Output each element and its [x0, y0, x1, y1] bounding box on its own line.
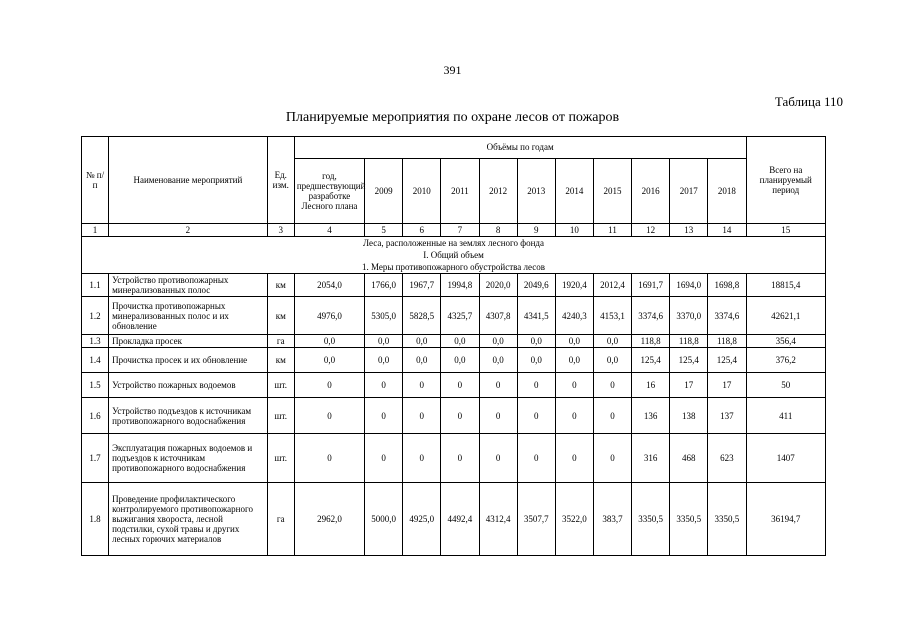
row-prev-year: 0,0: [294, 348, 364, 373]
row-year-value: 623: [708, 434, 746, 483]
row-unit: шт.: [267, 398, 294, 434]
column-number: 12: [632, 224, 670, 237]
row-total: 18815,4: [746, 274, 825, 297]
row-year-value: 1698,8: [708, 274, 746, 297]
section-line: 1. Меры противопожарного обустройства лесов: [82, 261, 826, 274]
row-year-value: 2012,4: [593, 274, 631, 297]
row-year-value: 383,7: [593, 483, 631, 556]
row-year-value: 3350,5: [708, 483, 746, 556]
row-number: 1.4: [82, 348, 109, 373]
row-year-value: 0,0: [555, 335, 593, 348]
row-year-value: 4307,8: [479, 297, 517, 335]
fire-protection-table: [81, 136, 826, 556]
row-year-value: 0: [517, 434, 555, 483]
header-total: Всего на планируемый период: [746, 137, 825, 224]
row-year-value: 118,8: [632, 335, 670, 348]
row-year-value: 3350,5: [632, 483, 670, 556]
row-name: Прочистка просек и их обновление: [109, 348, 268, 373]
row-total: 411: [746, 398, 825, 434]
row-year-value: 118,8: [670, 335, 708, 348]
row-year-value: 17: [670, 373, 708, 398]
row-year-value: 3350,5: [670, 483, 708, 556]
row-year-value: 4240,3: [555, 297, 593, 335]
row-year-value: 137: [708, 398, 746, 434]
row-year-value: 0: [479, 398, 517, 434]
row-year-value: 125,4: [670, 348, 708, 373]
row-year-value: 0,0: [403, 335, 441, 348]
row-year-value: 3374,6: [632, 297, 670, 335]
row-year-value: 0: [479, 373, 517, 398]
header-name: Наименование мероприятий: [109, 137, 268, 224]
row-year-value: 0,0: [479, 335, 517, 348]
row-name: Прокладка просек: [109, 335, 268, 348]
row-year-value: 0: [555, 434, 593, 483]
row-unit: км: [267, 297, 294, 335]
row-year-value: 4492,4: [441, 483, 479, 556]
row-year-value: 1967,7: [403, 274, 441, 297]
column-number: 3: [267, 224, 294, 237]
header-year: 2011: [441, 159, 479, 224]
row-prev-year: 4976,0: [294, 297, 364, 335]
row-year-value: 0: [517, 398, 555, 434]
row-year-value: 0,0: [479, 348, 517, 373]
header-row-top: [82, 137, 826, 159]
row-year-value: 0,0: [555, 348, 593, 373]
header-year: 2010: [403, 159, 441, 224]
table-number: Таблица 110: [774, 94, 843, 109]
column-number: 2: [109, 224, 268, 237]
row-number: 1.1: [82, 274, 109, 297]
row-year-value: 0,0: [441, 335, 479, 348]
section-line: I. Общий объем: [82, 249, 826, 261]
row-unit: шт.: [267, 434, 294, 483]
row-year-value: 0: [479, 434, 517, 483]
row-unit: га: [267, 483, 294, 556]
row-year-value: 0: [441, 398, 479, 434]
row-year-value: 0,0: [403, 348, 441, 373]
column-numbers-row: [82, 224, 826, 237]
row-year-value: 5828,5: [403, 297, 441, 335]
row-year-value: 0: [441, 434, 479, 483]
row-year-value: 4312,4: [479, 483, 517, 556]
row-year-value: 3370,0: [670, 297, 708, 335]
row-name: Устройство подъездов к источникам противопожарного водоснабжения: [109, 398, 268, 434]
row-year-value: 2049,6: [517, 274, 555, 297]
row-prev-year: 2054,0: [294, 274, 364, 297]
section-row: [82, 261, 826, 274]
row-number: 1.3: [82, 335, 109, 348]
row-total: 42621,1: [746, 297, 825, 335]
row-year-value: 0: [593, 398, 631, 434]
header-num: № п/п: [82, 137, 109, 224]
row-year-value: 3507,7: [517, 483, 555, 556]
row-year-value: 0: [365, 373, 403, 398]
table-row: [82, 398, 826, 434]
row-unit: км: [267, 274, 294, 297]
row-number: 1.5: [82, 373, 109, 398]
table-row: [82, 274, 826, 297]
row-year-value: 0: [593, 434, 631, 483]
table-row: [82, 297, 826, 335]
row-year-value: 4341,5: [517, 297, 555, 335]
row-prev-year: 0: [294, 373, 364, 398]
row-year-value: 17: [708, 373, 746, 398]
column-number: 11: [593, 224, 631, 237]
row-total: 50: [746, 373, 825, 398]
row-year-value: 0: [365, 434, 403, 483]
document-title: Планируемые мероприятия по охране лесов от пожаров: [285, 110, 620, 125]
row-year-value: 0,0: [365, 335, 403, 348]
column-number: 15: [746, 224, 825, 237]
row-year-value: 5305,0: [365, 297, 403, 335]
table-row: [82, 483, 826, 556]
row-year-value: 4325,7: [441, 297, 479, 335]
row-year-value: 0: [403, 434, 441, 483]
row-year-value: 1691,7: [632, 274, 670, 297]
row-name: Устройство противопожарных минерализованных полос: [109, 274, 268, 297]
header-prev-year: год, предшествующий разработке Лесного плана: [294, 159, 364, 224]
row-unit: км: [267, 348, 294, 373]
section-row: [82, 237, 826, 250]
row-prev-year: 0: [294, 398, 364, 434]
column-number: 4: [294, 224, 364, 237]
table-row: [82, 434, 826, 483]
header-year: 2009: [365, 159, 403, 224]
row-prev-year: 0,0: [294, 335, 364, 348]
row-year-value: 125,4: [708, 348, 746, 373]
row-year-value: 1994,8: [441, 274, 479, 297]
header-year: 2015: [593, 159, 631, 224]
header-year: 2012: [479, 159, 517, 224]
header-year: 2016: [632, 159, 670, 224]
row-year-value: 0,0: [593, 348, 631, 373]
row-year-value: 138: [670, 398, 708, 434]
page-number: 391: [443, 63, 462, 77]
row-name: Устройство пожарных водоемов: [109, 373, 268, 398]
row-year-value: 1694,0: [670, 274, 708, 297]
header-year: 2013: [517, 159, 555, 224]
row-year-value: 16: [632, 373, 670, 398]
row-name: Проведение профилактического контролируемого противопожарного выжигания хвороста, лесной подстилки, сухой травы и других лесных горючих материалов: [109, 483, 268, 556]
row-year-value: 0,0: [517, 335, 555, 348]
row-year-value: 118,8: [708, 335, 746, 348]
row-unit: шт.: [267, 373, 294, 398]
row-year-value: 0,0: [441, 348, 479, 373]
row-number: 1.2: [82, 297, 109, 335]
column-number: 1: [82, 224, 109, 237]
row-year-value: 0: [555, 373, 593, 398]
row-year-value: 125,4: [632, 348, 670, 373]
table-row: [82, 335, 826, 348]
row-number: 1.6: [82, 398, 109, 434]
row-year-value: 0,0: [365, 348, 403, 373]
column-number: 13: [670, 224, 708, 237]
table-row: [82, 348, 826, 373]
row-year-value: 0: [441, 373, 479, 398]
column-number: 14: [708, 224, 746, 237]
row-year-value: 0: [593, 373, 631, 398]
row-year-value: 1766,0: [365, 274, 403, 297]
row-year-value: 0: [365, 398, 403, 434]
row-year-value: 0: [403, 398, 441, 434]
header-year: 2018: [708, 159, 746, 224]
row-name: Прочистка противопожарных минерализованных полос и их обновление: [109, 297, 268, 335]
row-year-value: 0: [555, 398, 593, 434]
column-number: 10: [555, 224, 593, 237]
row-year-value: 0: [517, 373, 555, 398]
row-prev-year: 2962,0: [294, 483, 364, 556]
row-number: 1.8: [82, 483, 109, 556]
column-number: 8: [479, 224, 517, 237]
row-year-value: 3374,6: [708, 297, 746, 335]
row-total: 1407: [746, 434, 825, 483]
row-number: 1.7: [82, 434, 109, 483]
row-year-value: 1920,4: [555, 274, 593, 297]
row-year-value: 0,0: [593, 335, 631, 348]
column-number: 9: [517, 224, 555, 237]
table-row: [82, 373, 826, 398]
row-total: 376,2: [746, 348, 825, 373]
section-line: Леса, расположенные на землях лесного фонда: [82, 237, 826, 250]
row-prev-year: 0: [294, 434, 364, 483]
header-unit: Ед. изм.: [267, 137, 294, 224]
row-total: 36194,7: [746, 483, 825, 556]
row-year-value: 136: [632, 398, 670, 434]
column-number: 5: [365, 224, 403, 237]
row-year-value: 3522,0: [555, 483, 593, 556]
row-year-value: 0: [403, 373, 441, 398]
row-year-value: 4925,0: [403, 483, 441, 556]
column-number: 7: [441, 224, 479, 237]
header-volumes: Объёмы по годам: [294, 137, 746, 159]
row-year-value: 316: [632, 434, 670, 483]
row-name: Эксплуатация пожарных водоемов и подъездов к источникам противопожарного водоснабжения: [109, 434, 268, 483]
section-row: [82, 249, 826, 261]
header-year: 2017: [670, 159, 708, 224]
row-year-value: 0,0: [517, 348, 555, 373]
row-year-value: 2020,0: [479, 274, 517, 297]
row-year-value: 4153,1: [593, 297, 631, 335]
row-year-value: 5000,0: [365, 483, 403, 556]
row-year-value: 468: [670, 434, 708, 483]
header-year: 2014: [555, 159, 593, 224]
row-total: 356,4: [746, 335, 825, 348]
row-unit: га: [267, 335, 294, 348]
column-number: 6: [403, 224, 441, 237]
